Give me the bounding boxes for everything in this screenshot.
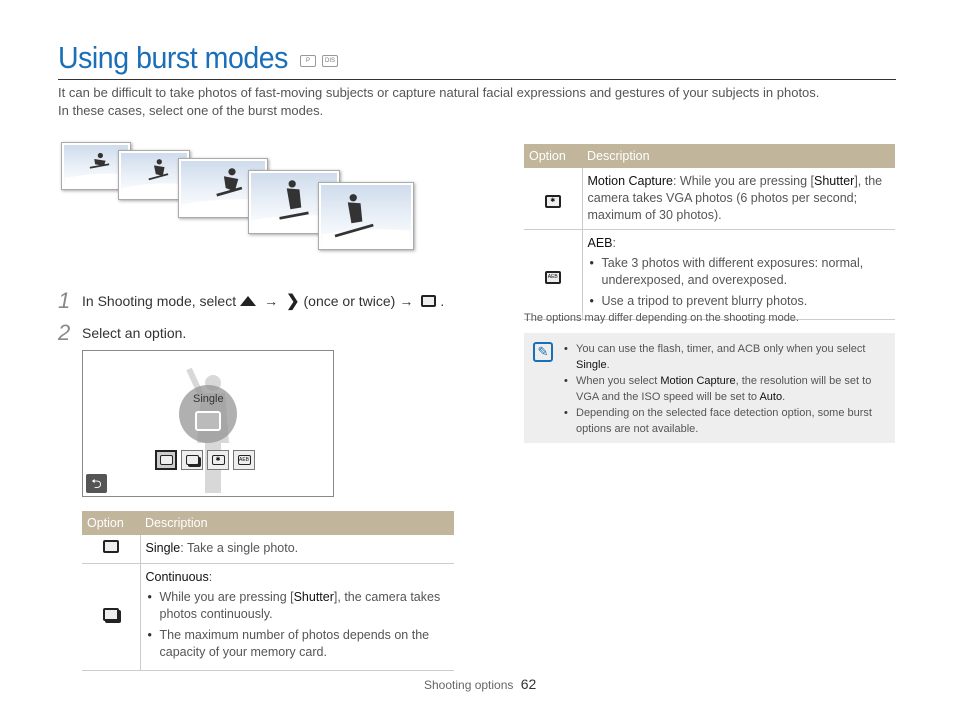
motion-capture-option-button[interactable] — [207, 450, 229, 470]
list-item: • Take 3 photos with different exposures: normal, underexposed, and overexposed. — [588, 255, 891, 289]
page-number: 62 — [520, 676, 537, 692]
single-shot-icon — [103, 540, 119, 553]
step-1: 1 In Shooting mode, select → ❯ (once or twice) → . — [58, 288, 445, 313]
single-shot-icon — [160, 455, 173, 465]
table-header-description: Description — [582, 144, 895, 168]
options-note: The options may differ depending on the shooting mode. — [524, 312, 799, 324]
list-item: • Use a tripod to prevent blurry photos. — [588, 293, 891, 310]
camera-program-icon: P — [300, 55, 316, 67]
burst-option-bar — [155, 450, 255, 470]
continuous-shot-icon — [103, 608, 119, 621]
list-item: • The maximum number of photos depends on the capacity of your memory card. — [146, 627, 450, 661]
mode-icons — [300, 55, 338, 67]
footer-section: Shooting options — [424, 678, 514, 692]
step-2: 2 Select an option. — [58, 320, 187, 345]
options-table-left — [82, 511, 454, 671]
right-arrow-icon: → — [399, 293, 414, 309]
note-pencil-icon: ✎ — [533, 342, 553, 362]
list-item: • While you are pressing [Shutter], the camera takes photos continuously. — [146, 589, 450, 623]
dual-is-icon: DIS — [322, 55, 338, 67]
aeb-option-button[interactable] — [233, 450, 255, 470]
right-arrow-icon: → — [264, 293, 279, 309]
continuous-option-button[interactable] — [181, 450, 203, 470]
up-arrow-icon — [240, 296, 256, 306]
note-item: • When you select Motion Capture, the resolution will be set to VGA and the ISO speed will be set to Auto. — [564, 373, 884, 405]
note-item: • Depending on the selected face detection option, some burst options are not available. — [564, 405, 884, 437]
table-header-description: Description — [140, 511, 454, 535]
table-row: Continuous: • While you are pressing [Shutter], the camera takes photos continuously. • The maximum number of photos depends on the capacity of your memory card. — [82, 564, 454, 671]
table-row: ✱ Motion Capture: While you are pressing [Shutter], the camera takes VGA photos (6 photos per second; maximum of 30 photos). — [524, 168, 895, 230]
table-row: Single: Take a single photo. — [82, 535, 454, 564]
camera-screen — [82, 350, 334, 497]
page-footer — [424, 676, 536, 692]
single-shot-icon — [421, 295, 436, 307]
aeb-icon: AEB — [238, 457, 249, 463]
motion-capture-icon: ✱ — [545, 195, 561, 208]
note-item: • You can use the flash, timer, and ACB only when you select Single. — [564, 341, 884, 373]
continuous-shot-icon — [186, 455, 199, 465]
page-title: Using burst modes — [58, 40, 288, 75]
single-shot-icon — [195, 411, 221, 431]
table-header-option: Option — [82, 511, 140, 535]
back-button[interactable]: ⮌ — [86, 474, 107, 493]
note-box — [524, 333, 895, 443]
intro-text: It can be difficult to take photos of fast-moving subjects or capture natural facial expressions and gestures of your subjects in photos. In these cases, select one of the burst modes. — [58, 85, 820, 118]
motion-capture-icon: ✱ — [212, 455, 225, 465]
single-option-button[interactable] — [155, 450, 177, 470]
aeb-icon: AEB — [545, 271, 561, 284]
options-table-right — [524, 144, 895, 320]
burst-photo-5 — [318, 182, 414, 250]
chevron-right-icon: ❯ — [286, 293, 300, 310]
table-row: AEB AEB: • Take 3 photos with different exposures: normal, underexposed, and overexposed. • Use a tripod to prevent blurry photos. — [524, 230, 895, 320]
selected-option-label: Single — [193, 393, 224, 405]
table-header-option: Option — [524, 144, 582, 168]
title-divider — [58, 79, 896, 80]
